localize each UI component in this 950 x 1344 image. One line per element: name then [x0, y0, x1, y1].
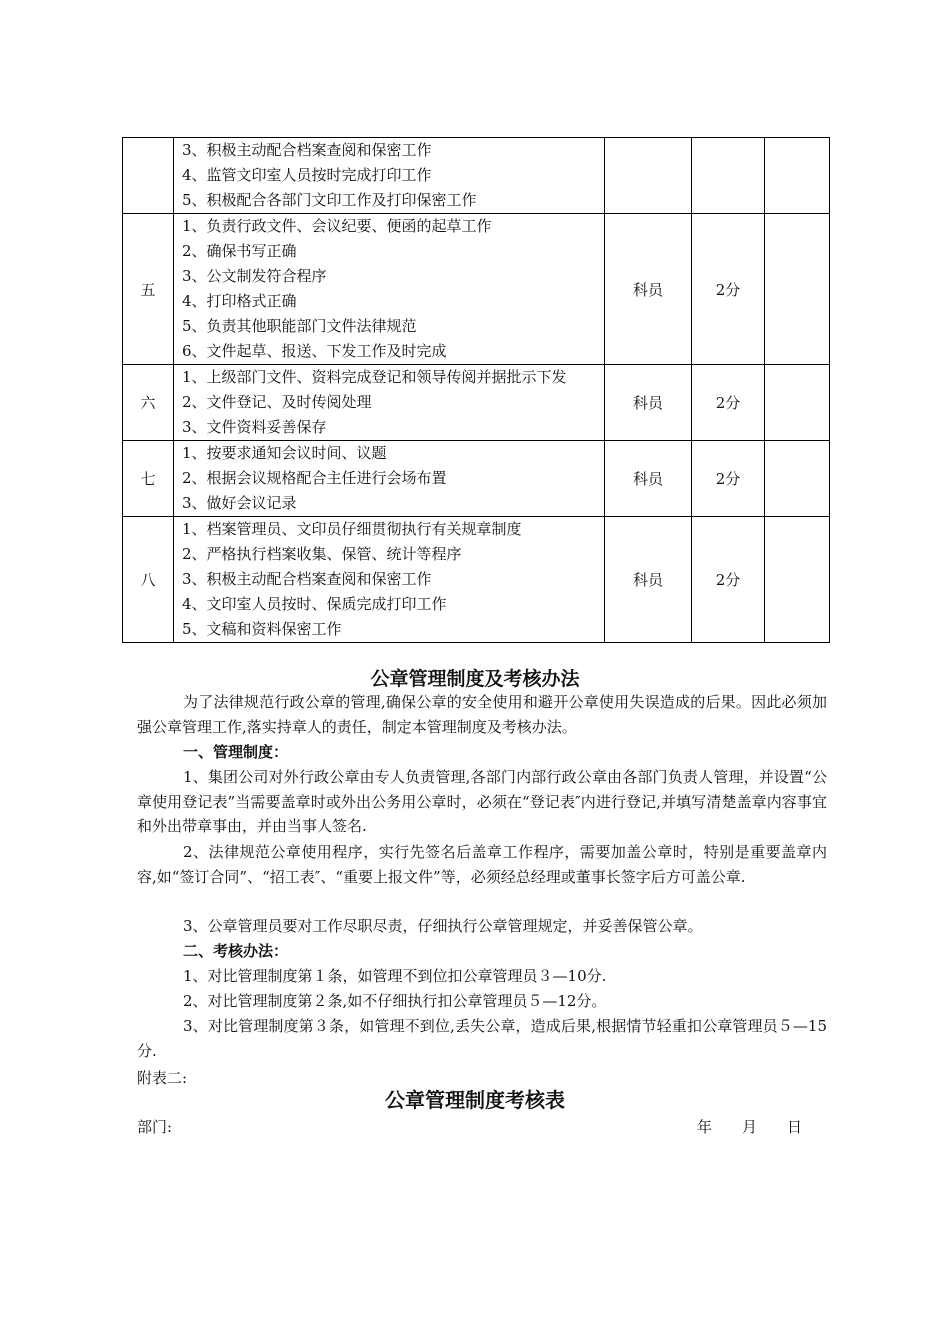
score-cell: 2分: [692, 365, 765, 441]
duty-list: [174, 517, 605, 643]
role-cell: 科员: [605, 441, 692, 517]
role-cell: 科员: [605, 365, 692, 441]
role-cell: 科员: [605, 517, 692, 643]
intro-paragraph: 为了法律规范行政公章的管理,确保公章的安全使用和避开公章使用失误造成的后果。因此必须加强公章管理工作,落实持章人的责任，制定本管理制度及考核办法。: [137, 693, 827, 736]
rule-1-paragraph: 1、集团公司对外行政公章由专人负责管理,各部门内部行政公章由各部门负责人管理，并设置“公章使用登记表”当需要盖章时或外出公务用公章时，必须在“登记表″内进行登记,并填写清楚盖章内容事宜和外出带章事由，并由当事人签名.: [137, 768, 827, 835]
date-label: 年 月 日: [697, 1118, 803, 1136]
table-row: [123, 138, 830, 214]
duty-item: 2、文件登记、及时传阅处理: [182, 393, 372, 411]
evaluation-heading: 二、考核办法：: [183, 942, 289, 960]
duty-item: 3、文件资料妥善保存: [182, 418, 327, 436]
table-title: 公章管理制度考核表: [385, 1088, 565, 1112]
duty-item: 5、负责其他职能部门文件法律规范: [182, 317, 417, 335]
duty-item: 4、打印格式正确: [182, 292, 297, 310]
duty-item: 1、按要求通知会议时间、议题: [182, 444, 387, 462]
appendix-label: 附表二:: [137, 1069, 188, 1087]
duty-item: 1、负责行政文件、会议纪要、便函的起草工作: [182, 217, 492, 235]
department-label: 部门:: [137, 1118, 173, 1136]
table-row: [123, 365, 830, 441]
row-number: 七: [123, 441, 174, 517]
duty-item: 5、文稿和资料保密工作: [182, 620, 342, 638]
duty-item: 4、监管文印室人员按时完成打印工作: [182, 166, 432, 184]
duty-item: 4、文印室人员按时、保质完成打印工作: [182, 595, 447, 613]
rule-2-paragraph: 2、法律规范公章使用程序，实行先签名后盖章工作程序，需要加盖公章时，特别是重要盖章内容,如“签订合同”、“招工表″、“重要上报文件”等，必须经总经理或董事长签字后方可盖公章.: [137, 843, 827, 886]
role-cell: [605, 138, 692, 214]
note-cell: [765, 138, 830, 214]
duty-item: 2、严格执行档案收集、保管、统计等程序: [182, 545, 462, 563]
duty-item: 3、积极主动配合档案查阅和保密工作: [182, 141, 432, 159]
duty-item: 1、上级部门文件、资料完成登记和领导传阅并据批示下发: [182, 368, 567, 386]
duty-item: 3、积极主动配合档案查阅和保密工作: [182, 570, 432, 588]
duty-item: 3、做好会议记录: [182, 494, 297, 512]
score-cell: [692, 138, 765, 214]
row-number: 八: [123, 517, 174, 643]
table-row: [123, 517, 830, 643]
row-number: 五: [123, 214, 174, 365]
row-number: [123, 138, 174, 214]
duty-item: 3、公文制发符合程序: [182, 267, 327, 285]
management-heading: 一、管理制度：: [183, 743, 289, 761]
duty-item: 5、积极配合各部门文印工作及打印保密工作: [182, 191, 477, 209]
note-cell: [765, 365, 830, 441]
evaluation-1: 1、对比管理制度第１条，如管理不到位扣公章管理员３—10分.: [183, 967, 607, 985]
section-title: 公章管理制度及考核办法: [370, 668, 580, 690]
rule-3-paragraph: 3、公章管理员要对工作尽职尽责，仔细执行公章管理规定，并妥善保管公章。: [183, 917, 703, 935]
duty-list: [174, 441, 605, 517]
duty-item: 1、档案管理员、文印员仔细贯彻执行有关规章制度: [182, 520, 522, 538]
duty-item: 2、根据会议规格配合主任进行会场布置: [182, 469, 447, 487]
evaluation-3: 3、对比管理制度第３条，如管理不到位,丢失公章，造成后果,根据情节轻重扣公章管理员５—15分.: [137, 1017, 827, 1060]
duty-list: [174, 365, 605, 441]
table-row: [123, 214, 830, 365]
evaluation-2: 2、对比管理制度第２条,如不仔细执行扣公章管理员５—12分。: [183, 992, 607, 1010]
duty-item: 2、确保书写正确: [182, 242, 297, 260]
score-cell: 2分: [692, 517, 765, 643]
note-cell: [765, 214, 830, 365]
score-cell: 2分: [692, 214, 765, 365]
note-cell: [765, 441, 830, 517]
row-number: 六: [123, 365, 174, 441]
duty-item: 6、文件起草、报送、下发工作及时完成: [182, 342, 447, 360]
responsibility-table: [122, 137, 830, 643]
score-cell: 2分: [692, 441, 765, 517]
duty-list: [174, 214, 605, 365]
duty-list: [174, 138, 605, 214]
table-row: [123, 441, 830, 517]
note-cell: [765, 517, 830, 643]
role-cell: 科员: [605, 214, 692, 365]
